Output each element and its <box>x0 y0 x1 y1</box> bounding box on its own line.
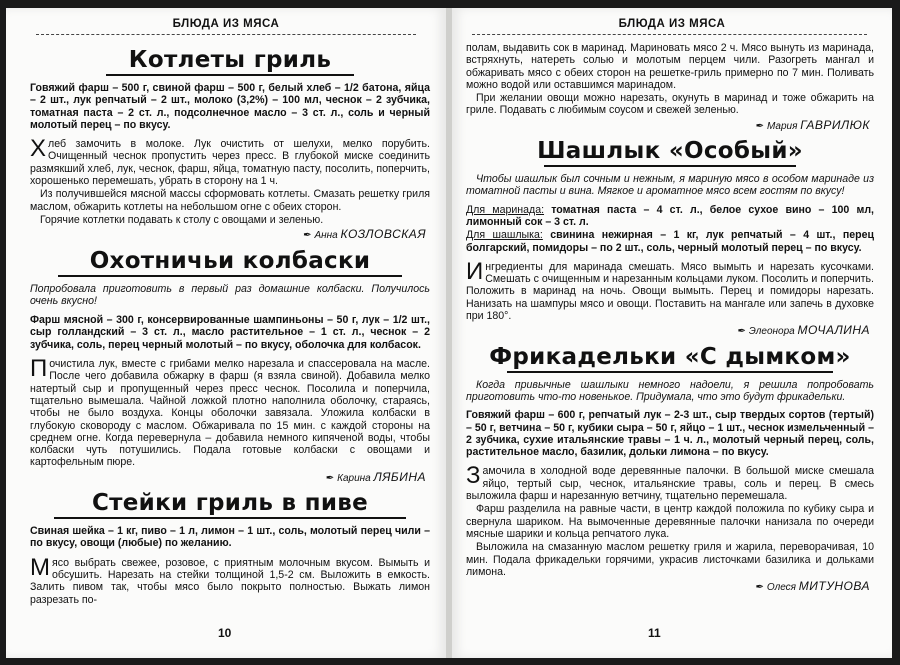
method-text: При желании овощи можно нарезать, окунуть в маринад и тоже обжарить на гриле. Подавать с любимым соусом и свежей зеленью. <box>466 92 874 117</box>
method-text: Из получившейся мясной массы сформовать котлеты. Смазать решетку гриля маслом, обжарить котлеты на небольшом огне с обеих сторон. <box>30 188 430 213</box>
recipe-title: Котлеты гриль <box>128 47 332 73</box>
marinade-ingredients: Для маринада: томатная паста – 4 ст. л., белое сухое вино – 100 мл, лимонный сок – 3 ст. л. <box>466 203 874 228</box>
title-underline <box>54 517 406 519</box>
recipe-intro: Когда привычные шашлыки немного надоели, я решила попробовать приготовить что-то новенькое. Придумала, что это будут фрикадельки. <box>466 378 874 403</box>
running-header: БЛЮДА ИЗ МЯСА <box>172 18 280 30</box>
title-underline <box>507 371 833 373</box>
method-text: Мясо выбрать свежее, розовое, с приятным молочным вкусом. Вымыть и обсушить. Нарезать на стейки толщиной 1,5-2 см. Выложить в емкость. Залить пивом так, чтобы мясо было покрыто полностью. Выжать лимон разрезать по- <box>30 553 430 606</box>
ingredients: Фарш мясной – 300 г, консервированные шампиньоны – 50 г, лук – 1/2 шт., сыр голландский – 3 ст. л., масло растительное – 1 ст. л., чеснок – 2 зубчика, соль, перец черный молотый – по вкусу, оболочка для колбасок. <box>30 314 430 351</box>
recipe-intro: Попробовала приготовить в первый раз домашние колбаски. Получилось очень вкусно! <box>30 282 430 307</box>
author-signature: ✒ Мария ГАВРИЛЮК <box>755 117 870 132</box>
method-text: Горячие котлетки подавать к столу с овощами и зеленью. <box>40 213 324 226</box>
header-rule <box>36 34 416 36</box>
ingredients: Говяжий фарш – 600 г, репчатый лук – 2-3 шт., сыр твердых сортов (тертый) – 50 г, ветчина – 50 г, кубики сыра – 50 г, яйцо – 1 шт., чеснок измельченный – 2 зубчика, сухие итальянские травы – 1 ч. л., молотый черный перец, соль, растительное масло, базилик, дольки лимона – по вкусу. <box>466 409 874 459</box>
pen-icon: ✒ <box>325 472 335 484</box>
author-signature: ✒ Карина ЛЯБИНА <box>325 469 426 484</box>
pen-icon: ✒ <box>303 230 312 242</box>
method-text: Хлеб замочить в молоке. Лук очистить от шелухи, мелко порубить. Очищенный чеснок пропустить через пресс. В глубокой миске соединить размякший хлеб, лук, чеснок, фарш, яйца, томатную пасту, посолить, поперчить, хорошенько перемешать, убрать в сторону на 1 ч. <box>30 135 430 188</box>
method-text: Замочила в холодной воде деревянные палочки. В большой миске смешала яйцо, тертый сыр, чеснок, итальянские травы, соль и перец. В смесь выложила фарш и нарезанную ветчину, тщательно перемешала. <box>466 462 874 503</box>
recipe-title: Шашлык «Особый» <box>537 138 803 165</box>
title-underline <box>106 74 354 76</box>
recipe-title: Стейки гриль в пиве <box>91 490 369 517</box>
right-page <box>452 8 892 658</box>
method-text: Фарш разделила на равные части, в центр каждой положила по кубику сыра и свернула шариком. На вымоченные деревянные палочки нанизала по очереди мясные шарики и кольца репчатого лука. <box>466 503 874 540</box>
recipe-intro: Чтобы шашлык был сочным и нежным, я мариную мясо в особом маринаде из томатной пасты и вина. Мягкое и ароматное мясо всем гостям по вкусу! <box>466 173 874 198</box>
method-text: полам, выдавить сок в маринад. Мариновать мясо 2 ч. Мясо вынуть из маринада, встряхнуть, натереть солью и молотым перцем чили. Разогреть мангал и обжаривать мясо с обеих сторон на решетке-гриль примерно по 7 мин. Поливать можно водой или оставшимся маринадом. <box>466 42 874 91</box>
shashlik-ingredients: Для шашлыка: свинина нежирная – 1 кг, лук репчатый – 4 шт., перец болгарский, помидоры – по 2 шт., соль, черный молотый перец – по вкусу. <box>466 229 874 254</box>
method-text: Ингредиенты для маринада смешать. Мясо вымыть и нарезать кусочками. Смешать с очищенным и нарезанным кольцами луком. Посолить и поперчить. Положить в маринад на ночь. Овощи вымыть. Перец и помидоры нарезать. Нанизать на шампуры мясо и овощи. Поставить на мангале или запечь в духовке при 180°. <box>466 257 874 323</box>
running-header: БЛЮДА ИЗ МЯСА <box>618 18 726 30</box>
pen-icon: ✒ <box>755 582 764 594</box>
ingredients: Говяжий фарш – 500 г, свиной фарш – 500 г, белый хлеб – 1/2 батона, яйца – 2 шт., лук репчатый – 2 шт., молоко (3,2%) – 100 мл, чеснок – 2 зубчика, томатная паста – 2 ст. л., подсолнечное масло – 3 ст. л., соль и черный молотый перец – по вкусу. <box>30 82 430 131</box>
title-underline <box>58 275 402 277</box>
recipe-title: Фрикадельки «С дымком» <box>489 343 851 370</box>
method-text: Почистила лук, вместе с грибами мелко нарезала и спассеровала на масле. После чего добавила обжарку в фарш (я взяла свиной). Добавила мелко натертый сыр и пропущенный через пресс чеснок. Посолила и поперчила, тщательно вымешала. Чайной ложкой плотно наполнила оболочку, стараясь, чтобы не было воздуха. Концы оболочки завязала. Уложила колбаски в глубокую сковороду с маслом. Обжаривала по 15 мин. с каждой стороны на среднем огне. Когда перевернула – добавила немного кипяченой воды, чтобы колбаски чуть потушились. Подала готовые колбаски с овощами и картофельным пюре. <box>30 355 430 469</box>
author-signature: ✒ Олеся МИТУНОВА <box>755 579 870 594</box>
author-signature: ✒ Анна КОЗЛОВСКАЯ <box>303 227 426 242</box>
author-signature: ✒ Элеонора МОЧАЛИНА <box>737 323 870 338</box>
page-number: 10 <box>218 626 232 640</box>
page-number: 11 <box>648 626 661 640</box>
header-rule <box>472 34 867 36</box>
ingredients: Свиная шейка – 1 кг, пиво – 1 л, лимон – 1 шт., соль, молотый перец чили – по вкусу, овощи (любые) по желанию. <box>30 525 430 550</box>
pen-icon: ✒ <box>737 326 746 338</box>
title-underline <box>544 165 797 167</box>
method-text: Выложила на смазанную маслом решетку гриля и жарила, переворачивая, 10 мин. Подала фрикадельки горячими, украсив листочками базилика и дольками лимона. <box>466 541 874 578</box>
pen-icon: ✒ <box>755 120 764 132</box>
recipe-title: Охотничьи колбаски <box>89 247 371 274</box>
left-page <box>6 8 446 658</box>
